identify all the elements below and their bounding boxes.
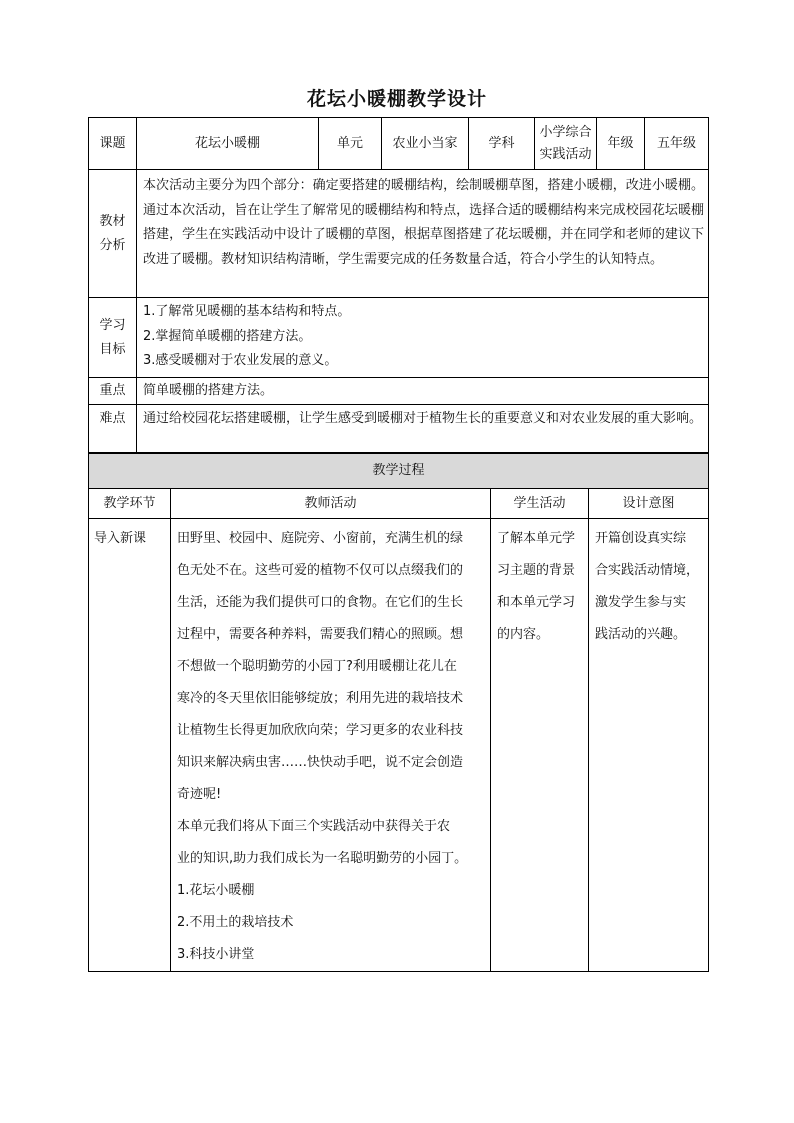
page-title: 花坛小暖棚教学设计	[306, 88, 487, 110]
intent-line: 践活动的兴趣。	[595, 627, 687, 642]
subject-label: 学科	[469, 118, 535, 170]
goals-label-line-2: 目标	[99, 341, 126, 357]
goals-list	[137, 298, 709, 378]
col-stage: 教学环节	[89, 489, 171, 519]
process-header: 教学过程	[89, 454, 709, 489]
subject-value-line-1: 小学综合	[539, 124, 592, 140]
student-line: 和本单元学习	[497, 595, 576, 610]
teacher-line: 色无处不在。这些可爱的植物不仅可以点缀我们的	[177, 563, 464, 578]
student-activity	[491, 519, 589, 972]
teacher-line: 3.科技小讲堂	[177, 947, 255, 962]
col-teacher: 教师活动	[171, 489, 491, 519]
subject-value	[535, 118, 597, 170]
goal-item: 2.掌握简单暖棚的搭建方法。	[143, 328, 312, 344]
stage-cell: 导入新课	[89, 519, 171, 972]
goals-label	[89, 298, 137, 378]
teacher-line: 奇迹呢!	[177, 787, 222, 802]
teacher-line: 业的知识,助力我们成长为一名聪明勤劳的小园丁。	[177, 851, 468, 866]
teacher-line: 让植物生长得更加欣欣向荣；学习更多的农业科技	[177, 723, 464, 738]
grade-label: 年级	[597, 118, 645, 170]
analysis-label-line-2: 分析	[99, 237, 126, 253]
subject-value-line-2: 实践活动	[539, 146, 592, 162]
teacher-line: 田野里、校园中、庭院旁、小窗前，充满生机的绿	[177, 531, 464, 546]
teacher-line: 寒冷的冬天里依旧能够绽放；利用先进的栽培技术	[177, 691, 464, 706]
analysis-label	[89, 170, 137, 298]
design-intent	[589, 519, 709, 972]
col-intent: 设计意图	[589, 489, 709, 519]
difficulty-text: 通过给校园花坛搭建暖棚，让学生感受到暖棚对于植物生长的重要意义和对农业发展的重大影响。	[137, 405, 709, 453]
analysis-text: 本次活动主要分为四个部分：确定要搭建的暖棚结构，绘制暖棚草图，搭建小暖棚，改进小暖棚。通过本次活动，旨在让学生了解常见的暖棚结构和特点，选择合适的暖棚结构来完成校园花坛暖棚搭建，学生在实践活动中设计了暖棚的草图，根据草图搭建了花坛暖棚，并在同学和老师的建议下改进了暖棚。教材知识结构清晰，学生需要完成的任务数量合适，符合小学生的认知特点。	[137, 170, 709, 298]
process-row	[89, 519, 709, 972]
teacher-line: 知识来解决病虫害……快快动手吧，说不定会创造	[177, 755, 464, 770]
student-line: 的内容。	[497, 627, 550, 642]
teacher-line: 生活，还能为我们提供可口的食物。在它们的生长	[177, 595, 464, 610]
unit-label: 单元	[319, 118, 382, 170]
topic-value: 花坛小暖棚	[137, 118, 319, 170]
key-point-text: 简单暖棚的搭建方法。	[137, 378, 709, 405]
grade-value: 五年级	[645, 118, 709, 170]
process-header-row	[89, 454, 709, 489]
unit-value: 农业小当家	[382, 118, 469, 170]
topic-label: 课题	[89, 118, 137, 170]
key-point-row	[89, 378, 709, 405]
teaching-process-table	[88, 453, 709, 972]
difficulty-row	[89, 405, 709, 453]
teacher-line: 不想做一个聪明勤劳的小园丁?利用暖棚让花儿在	[177, 659, 457, 674]
lesson-info-table	[88, 117, 709, 453]
col-student: 学生活动	[491, 489, 589, 519]
key-point-label: 重点	[89, 378, 137, 405]
student-line: 习主题的背景	[497, 563, 576, 578]
teacher-line: 1.花坛小暖棚	[177, 883, 255, 898]
goals-label-line-1: 学习	[99, 317, 126, 333]
goal-item: 3.感受暖棚对于农业发展的意义。	[143, 353, 338, 368]
difficulty-label: 难点	[89, 405, 137, 453]
teacher-line: 2.不用土的栽培技术	[177, 915, 294, 930]
intent-line: 激发学生参与实	[595, 595, 687, 610]
header-row	[89, 118, 709, 170]
intent-line: 开篇创设真实综	[595, 531, 687, 546]
teacher-line: 本单元我们将从下面三个实践活动中获得关于农	[177, 819, 451, 834]
intent-line: 合实践活动情境，	[595, 563, 700, 578]
analysis-row	[89, 170, 709, 298]
teacher-line: 过程中，需要各种养料，需要我们精心的照顾。想	[177, 627, 464, 642]
teacher-activity	[171, 519, 491, 972]
process-columns-row	[89, 489, 709, 519]
goal-item: 1.了解常见暖棚的基本结构和特点。	[143, 304, 351, 319]
goals-row	[89, 298, 709, 378]
student-line: 了解本单元学	[497, 531, 576, 546]
analysis-label-line-1: 教材	[99, 213, 126, 229]
